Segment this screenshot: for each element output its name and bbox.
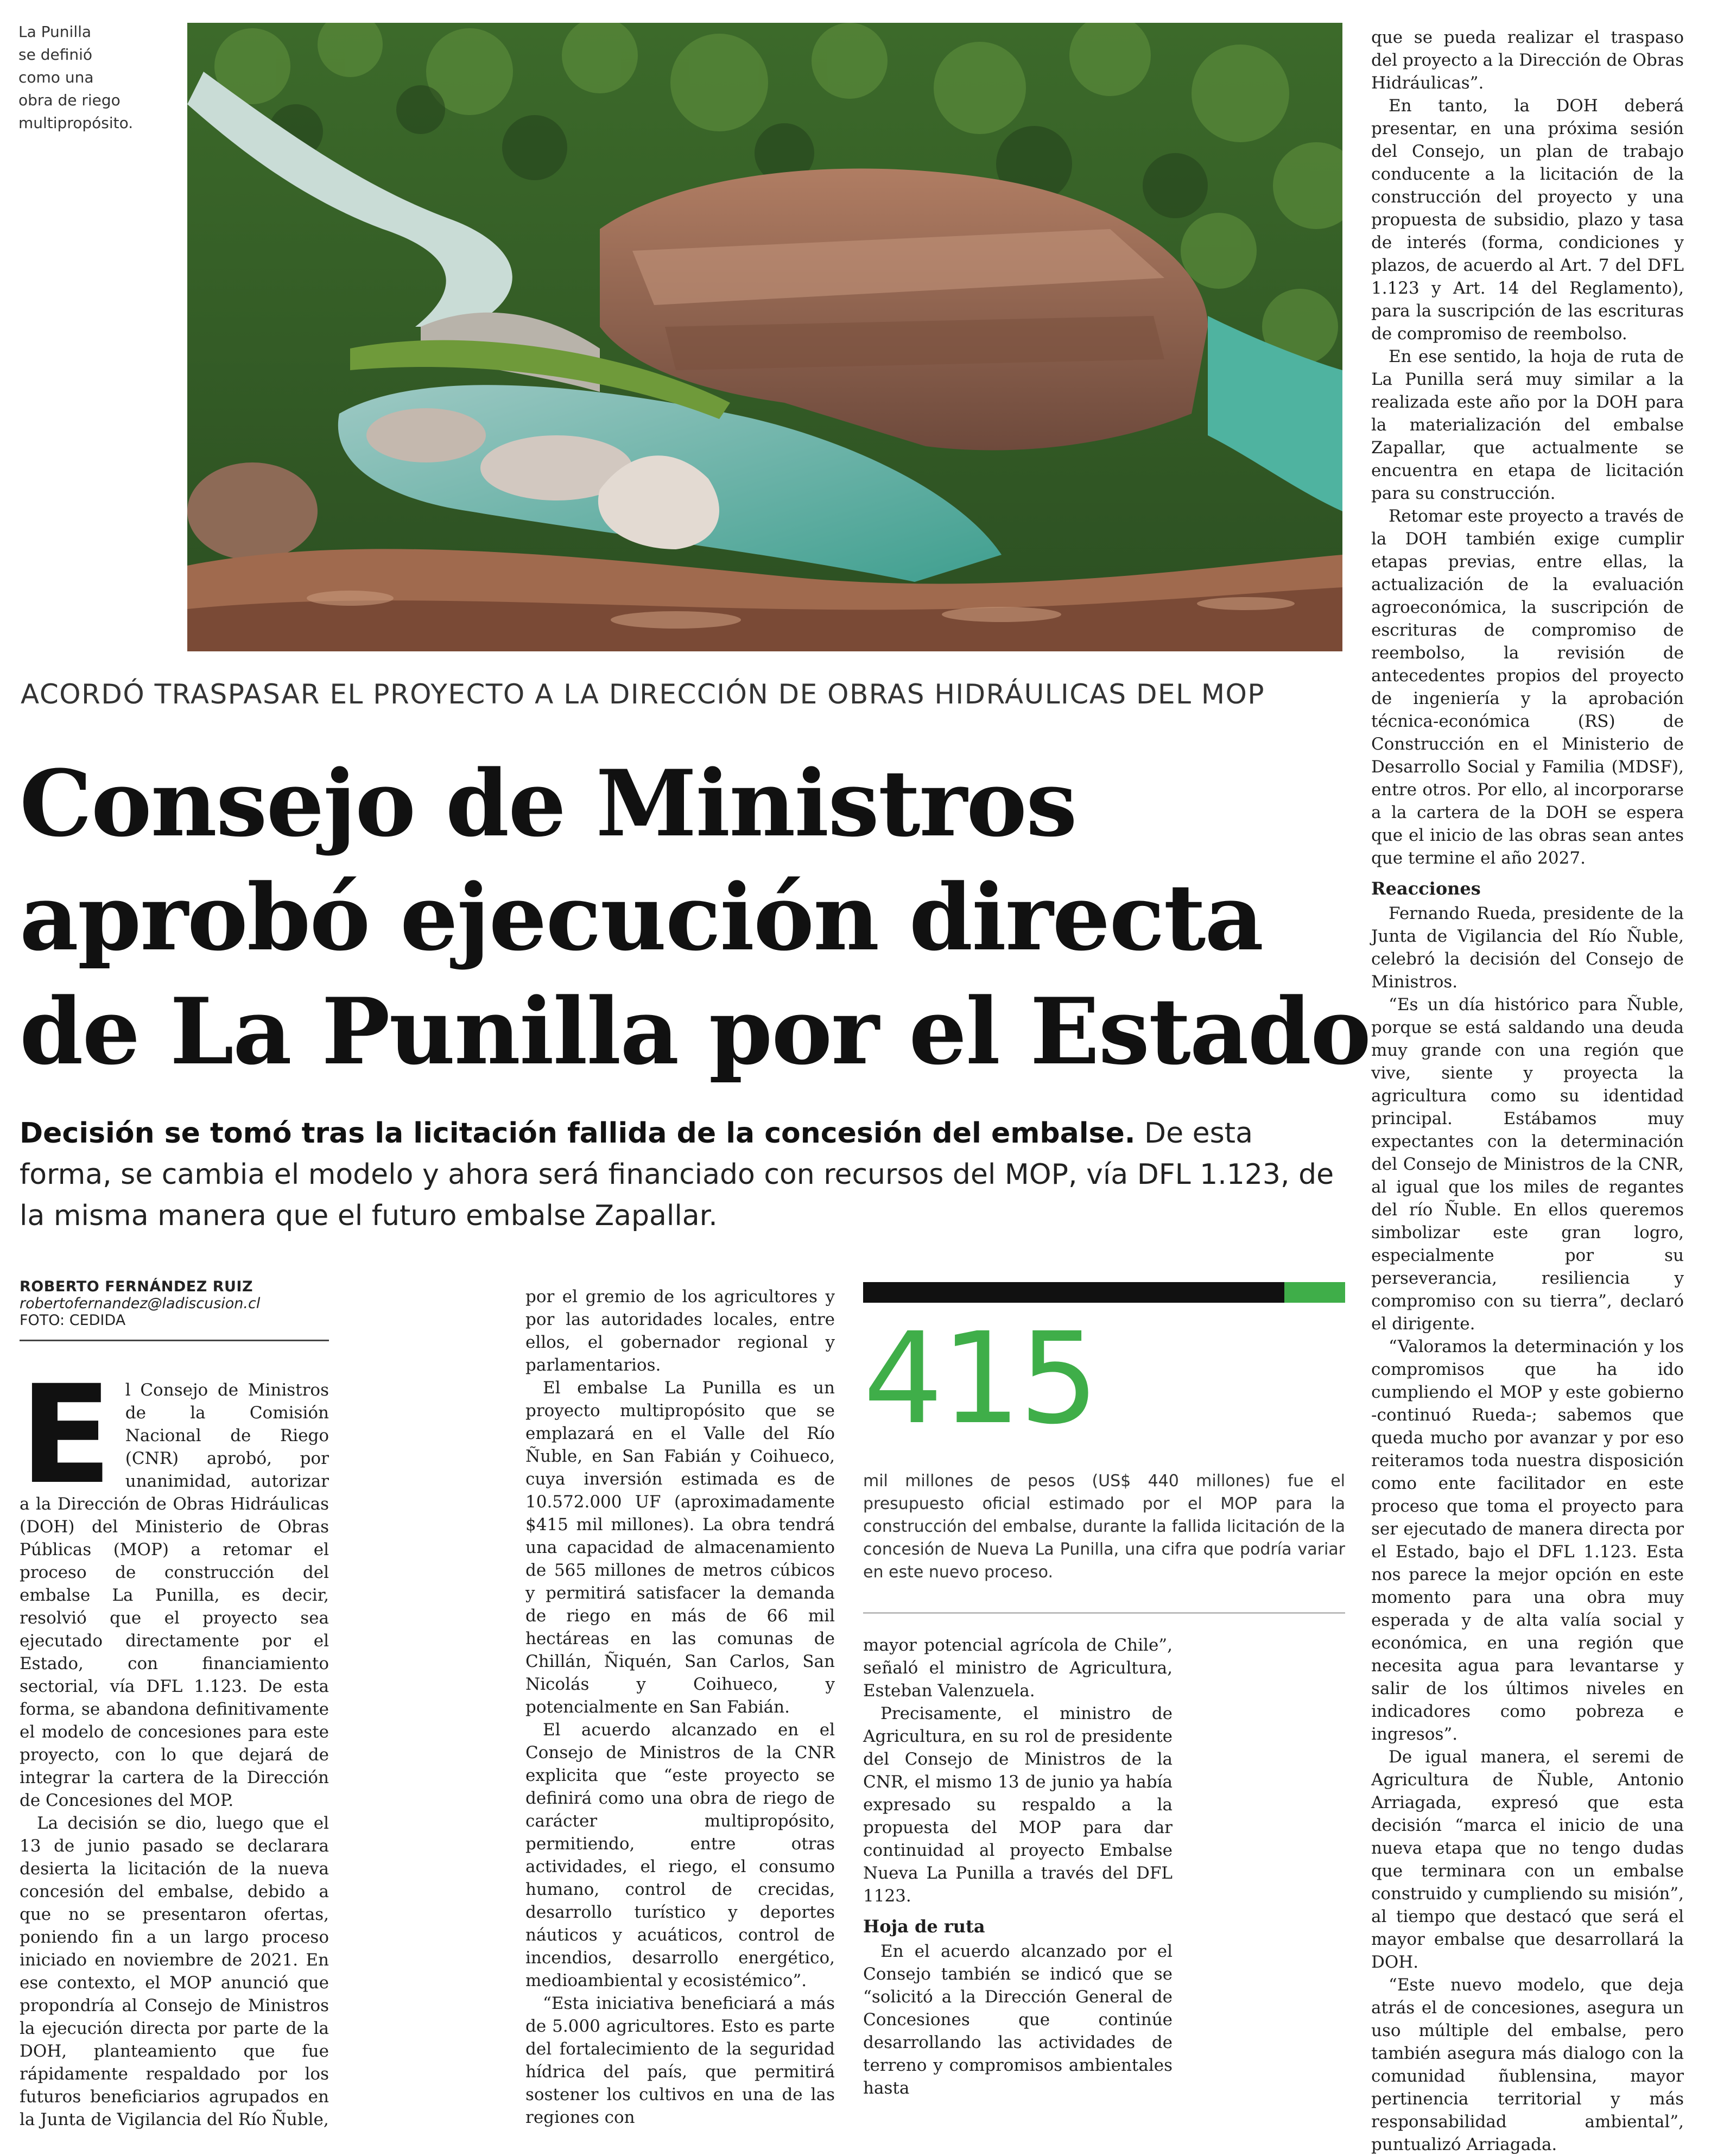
- caption-line: obra de riego: [18, 91, 121, 109]
- paragraph: Fernando Rueda, presidente de la Junta de Vigilancia del Río Ñuble, celebró la decisión del Consejo de Ministros.: [1371, 904, 1684, 992]
- drop-cap: E: [20, 1356, 112, 1514]
- article-column-3: [863, 1634, 1173, 2100]
- paragraph: En el acuerdo alcanzado por el Consejo también se indicó que se “solicitó a la Dirección General de Concesiones que continúe desarrollando las actividades de terreno y compromisos ambientales hasta: [863, 1942, 1173, 2098]
- paragraph: El acuerdo alcanzado en el Consejo de Ministros de la CNR explicita que “este proyecto se definirá como una obra de riego de carácter multipropósito, permitiendo, entre otras actividades, el riego, el consumo humano, control de crecidas, desarrollo turístico y deportes náuticos y acuáticos, control de incendios, desarrollo energético, medioambiental y ecosistémico”.: [525, 1720, 835, 1990]
- caption-line: se definió: [18, 46, 93, 64]
- paragraph: “Esta iniciativa beneficiará a más de 5.000 agricultores. Esto es parte del fortalecimiento de la seguridad hídrica del país, que permitirá sostener los cultivos en una de las regiones con: [525, 1994, 835, 2127]
- paragraph: La decisión se dio, luego que el 13 de junio pasado se declarara desierta la licitación de la nueva concesión del embalse, debido a que no se presentaron ofertas, poniendo fin a un largo proceso iniciado en noviembre de 2021. En ese contexto, el MOP anunció que propondría al Consejo de Ministros la ejecución directa por parte de la DOH, planteamiento que fue rápidamente respaldado por los futuros beneficiarios agrupados en la Junta de Vigilancia del Río Ñuble,: [20, 1813, 329, 2129]
- paragraph: “Este nuevo modelo, que deja atrás el de concesiones, asegura un uso múltiple del embalse, pero también asegura más dialogo con la comunidad ñublensina, mayor pertinencia territorial y más responsabilidad ambiental”, puntualizó Arriagada.: [1371, 1975, 1684, 2154]
- headline-line: de La Punilla por el Estado: [20, 978, 1371, 1085]
- paragraph: De igual manera, el seremi de Agricultura de Ñuble, Antonio Arriagada, expresó que esta decisión “marca el inicio de una nueva etapa que no tengo dudas que terminara con un embalse construido y cumpliendo su misión”, al tiempo que destacó que será el mayor embalse que desarrollará la DOH.: [1371, 1747, 1684, 1972]
- stat-divider: [863, 1612, 1345, 1614]
- author-email: robertofernandez@ladiscusion.cl: [20, 1295, 261, 1312]
- lede-text: De esta forma, se cambia el modelo y ahora será financiado con recursos del MOP, vía DFL 1.123, de la misma manera que el futuro embalse Zapallar.: [20, 1117, 1334, 1232]
- headline: [20, 746, 1371, 1088]
- article-column-4: [1371, 26, 1684, 2156]
- photo-caption: [18, 21, 149, 135]
- river-canyon-photo: [187, 23, 1342, 651]
- stat-number: 415: [863, 1305, 1097, 1452]
- lede-bold: Decisión se tomó tras la licitación fallida de la concesión del embalse.: [20, 1117, 1136, 1150]
- headline-line: Consejo de Ministros: [20, 750, 1076, 857]
- paragraph: por el gremio de los agricultores y por las autoridades locales, entre ellos, el gobernador regional y parlamentarios.: [525, 1287, 835, 1375]
- subheading-reacciones: Reacciones: [1371, 878, 1481, 899]
- stat-bar-accent: [1284, 1282, 1345, 1303]
- caption-line: La Punilla: [18, 23, 92, 41]
- paragraph: que se pueda realizar el traspaso del proyecto a la Dirección de Obras Hidráulicas”.: [1371, 28, 1684, 93]
- article-column-2: [525, 1285, 835, 2129]
- subheading-hoja-de-ruta: Hoja de ruta: [863, 1916, 985, 1937]
- stat-bar-dark: [863, 1282, 1284, 1303]
- caption-line: como una: [18, 68, 94, 86]
- paragraph: “Es un día histórico para Ñuble, porque se está saldando una deuda muy grande con una región que vive, siente y proyecta la agricultura como su identidad principal. Estábamos muy expectantes con la determinación del Consejo de Ministros de la CNR, al igual que los miles de regantes del río Ñuble. En ellos queremos simbolizar este gran logro, especialmente por su perseverancia, resiliencia y compromiso con su tierra”, declaró el dirigente.: [1371, 995, 1684, 1334]
- photo-credit: FOTO: CEDIDA: [20, 1312, 126, 1329]
- article-column-1: [20, 1356, 329, 2131]
- paragraph: El embalse La Punilla es un proyecto multipropósito que se emplazará en el Valle del Río Ñuble, en San Fabián y Coihueco, cuya inversión estimada es de 10.572.000 UF (aproximadamente $415 mil millones). La obra tendrá una capacidad de almacenamiento de 565 millones de metros cúbicos y permitirá satisfacer la demanda de riego en más de 66 mil hectáreas en las comunas de Chillán, Ñiquén, San Carlos, San Nicolás y Coihueco, y potencialmente en San Fabián.: [525, 1378, 835, 1717]
- paragraph: mayor potencial agrícola de Chile”, señaló el ministro de Agricultura, Esteban Valenzuela.: [863, 1635, 1173, 1701]
- paragraph: “Valoramos la determinación y los compromisos que ha ido cumpliendo el MOP y este gobierno -continuó Rueda-; sabemos que queda mucho por avanzar y por eso reiteramos toda nuestra disposición como ente facilitador en este proceso que toma el proyecto para ser ejecutado de manera directa por el Estado, bajo el DFL 1.123. Esta nos parece la mejor opción en este momento para una obra muy esperada y de alta valía social y económica, en una región que necesita agua para levantarse y salir de los últimos niveles en indicadores como pobreza e ingresos”.: [1371, 1337, 1684, 1744]
- byline: [20, 1278, 329, 1341]
- paragraph: En tanto, la DOH deberá presentar, en una próxima sesión del Consejo, un plan de trabajo conducente a la licitación de la construcción del proyecto y una propuesta de subsidio, plazo y tasa de interés (forma, condiciones y plazos, de acuerdo al Art. 7 del DFL 1.123 y Art. 14 del Reglamento), para la suscripción de las escrituras de compromiso de reembolso.: [1371, 96, 1684, 344]
- paragraph: En ese sentido, la hoja de ruta de La Punilla será muy similar a la realizada este año por la DOH para la materialización del embalse Zapallar, que actualmente se encuentra en etapa de licitación para su construcción.: [1371, 347, 1684, 503]
- caption-line: multipropósito.: [18, 114, 134, 132]
- kicker: ACORDÓ TRASPASAR EL PROYECTO A LA DIRECCIÓN DE OBRAS HIDRÁULICAS DEL MOP: [21, 678, 1265, 710]
- paragraph: Precisamente, el ministro de Agricultura, en su rol de presidente del Consejo de Ministros de la CNR, el mismo 13 de junio ya había expresado su respaldo a la propuesta del MOP para dar continuidad al proyecto Embalse Nueva La Punilla a través del DFL 1123.: [863, 1704, 1173, 1906]
- headline-line: aprobó ejecución directa: [20, 864, 1263, 971]
- lede: [20, 1113, 1344, 1236]
- author-name: ROBERTO FERNÁNDEZ RUIZ: [20, 1278, 254, 1295]
- paragraph: l Consejo de Ministros de la Comisión Nacional de Riego (CNR) aprobó, por unanimidad, autorizar a la Dirección de Obras Hidráulicas (DOH) del Ministerio de Obras Públicas (MOP) a retomar el proceso de construcción del embalse La Punilla, es decir, resolvió que el proyecto sea ejecutado directamente por el Estado, con financiamiento sectorial, vía DFL 1.123. De esta forma, se abandona definitivamente el modelo de concesiones para este proyecto, con lo que dejará de integrar la cartera de la Dirección de Concesiones del MOP.: [20, 1380, 329, 1810]
- stat-bar: [863, 1282, 1345, 1303]
- paragraph: Retomar este proyecto a través de la DOH también exige cumplir etapas previas, entre ellas, la actualización de la evaluación agroeconómica, la suscripción de escrituras de compromiso de reembolso, la revisión de antecedentes propios del proyecto de ingeniería y la aprobación técnica-económica (RS) de Construcción en el Ministerio de Desarrollo Social y Familia (MDSF), entre otros. Por ello, al incorporarse a la cartera de la DOH se espera que el inicio de las obras sean antes que termine el año 2027.: [1371, 506, 1684, 868]
- stat-caption: mil millones de pesos (US$ 440 millones) fue el presupuesto oficial estimado por el MOP para la construcción del embalse, durante la fallida licitación de la concesión de Nueva La Punilla, una cifra que podría variar en este nuevo proceso.: [863, 1472, 1345, 1582]
